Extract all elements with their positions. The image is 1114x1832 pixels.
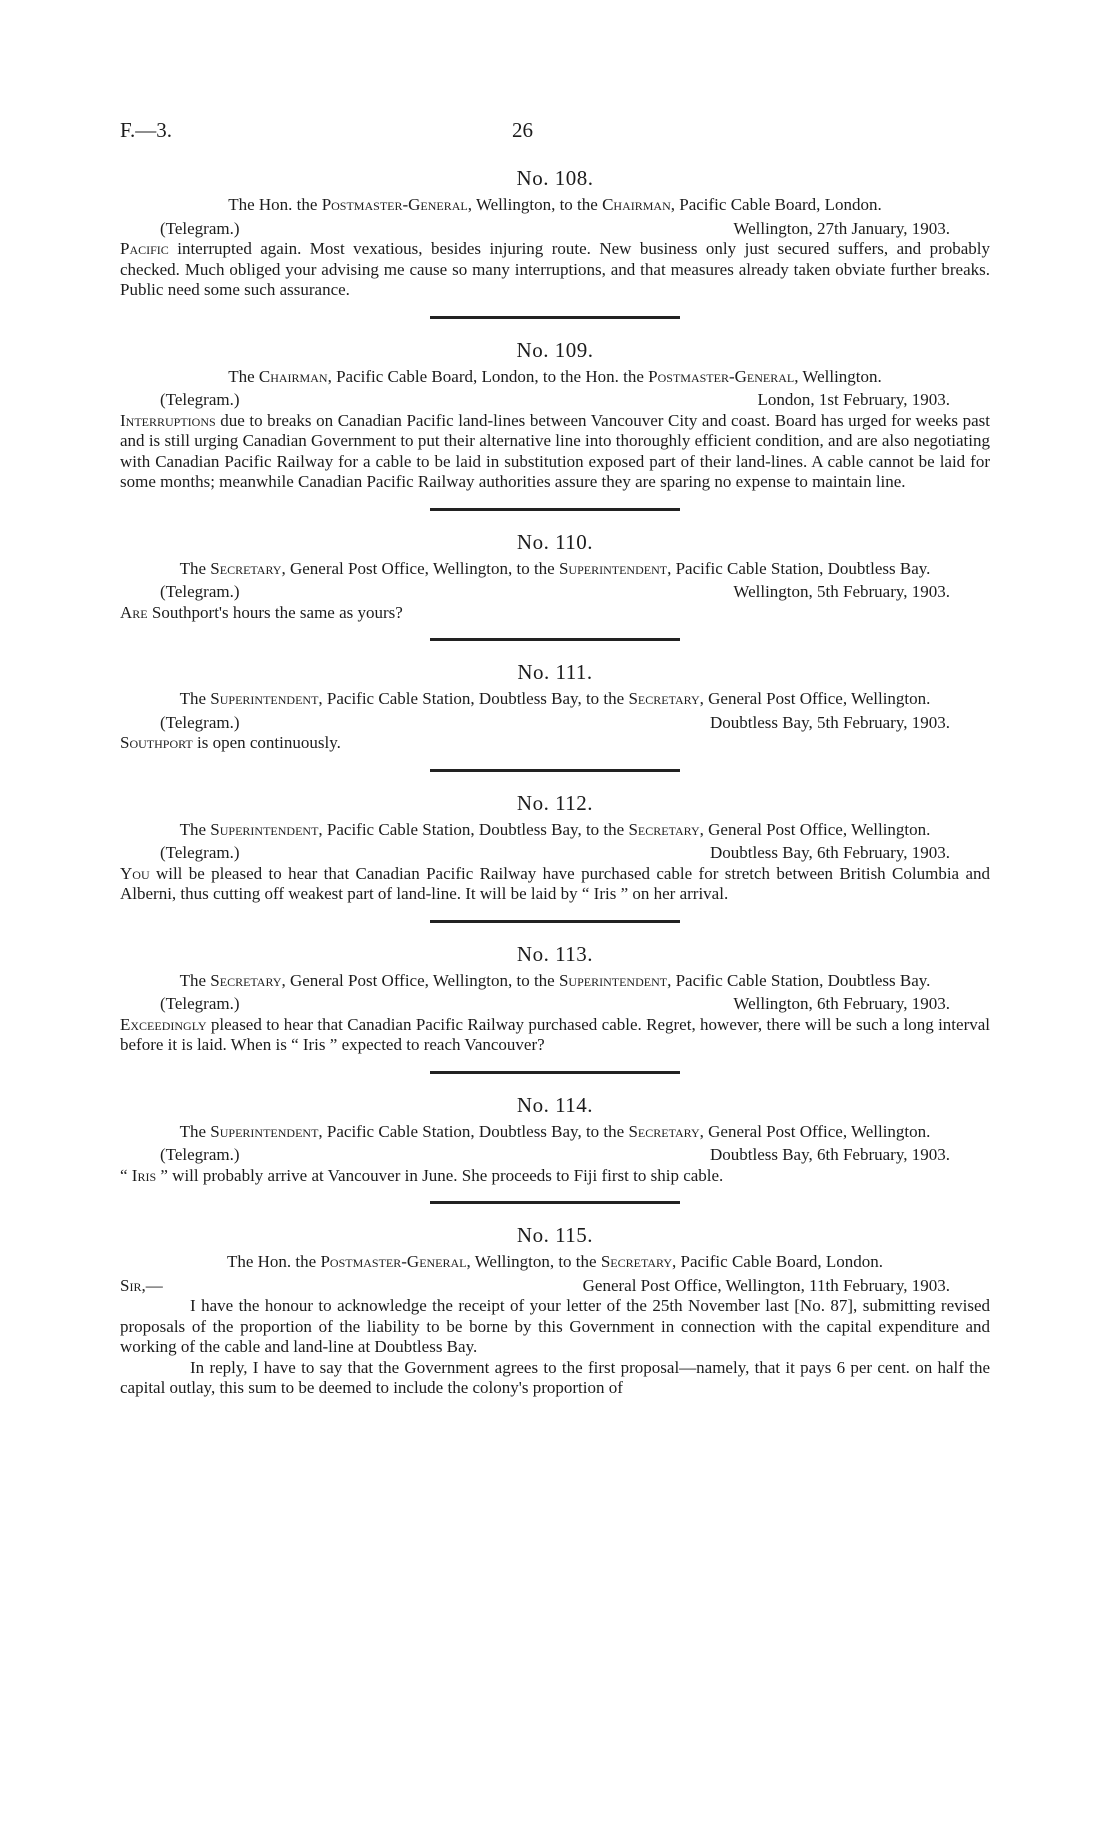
entry-number: No. 113. — [516, 941, 594, 966]
heading-recipient: Secretary — [628, 689, 700, 708]
body-lead-word: Pacific — [120, 239, 169, 258]
heading-text: , Pacific Cable Station, Doubtless Bay. — [667, 970, 931, 990]
entry-medium: (Telegram.) — [160, 994, 240, 1013]
heading-recipient: Secretary — [628, 1121, 700, 1141]
telegram-entry — [120, 659, 990, 754]
body-text: pleased to hear that Canadian Pacific Railway purchased cable. Regret, however, there will be such a long interval before it is laid. When is “ Iris ” expected to reach Vancouver? — [120, 1014, 990, 1054]
telegram-entry — [120, 1092, 990, 1187]
entry-dateline: Wellington, 5th February, 1903. — [733, 582, 950, 601]
heading-text: , Pacific Cable Board, London, to the Hon. the — [327, 366, 649, 386]
heading-text: , Pacific Cable Station, Doubtless Bay. — [667, 558, 931, 578]
letter-salutation: Sir,— — [120, 1275, 163, 1295]
body-text: interrupted again. Most vexatious, besides injuring route. New business only just secured suffers, and probably checked. Much obliged your advising me cause so many interruptions, and that measures already taken obviate further breaks. Public need some such assurance. — [120, 239, 990, 299]
entry-meta — [120, 219, 990, 240]
section-divider — [430, 316, 680, 319]
entry-heading — [120, 367, 990, 388]
telegram-entry — [120, 941, 990, 1056]
heading-text: The — [228, 366, 259, 386]
entry-heading — [120, 195, 990, 216]
heading-text: The — [179, 970, 211, 990]
entry-meta — [120, 582, 990, 603]
entry-medium: (Telegram.) — [160, 712, 240, 732]
heading-text: , General Post Office, Wellington. — [699, 819, 931, 839]
entry-number: No. 111. — [517, 660, 593, 684]
body-text: will be pleased to hear that Canadian Pacific Railway have purchased cable for stretch between British Columbia and Alberni, thus cutting off weakest part of land-line. It will be laid by “ Iris ” on her arrival. — [120, 863, 990, 903]
heading-text: , Pacific Cable Station, Doubtless Bay, to the — [318, 689, 629, 708]
body-lead-word: “ Iris — [120, 1165, 157, 1185]
heading-text: , General Post Office, Wellington, to the — [281, 970, 559, 990]
heading-recipient: Chairman — [602, 195, 671, 214]
entry-body — [120, 603, 990, 624]
entry-body — [120, 239, 990, 301]
entry-meta — [120, 390, 990, 411]
telegram-entry — [120, 165, 990, 301]
entry-meta — [120, 1145, 990, 1166]
entry-dateline: London, 1st February, 1903. — [757, 390, 950, 409]
heading-recipient: Superintendent — [558, 558, 668, 578]
heading-sender: Postmaster-General — [321, 195, 468, 214]
section-divider — [430, 508, 680, 511]
heading-text: The — [179, 1121, 211, 1141]
telegram-entry — [120, 790, 990, 905]
entry-number: No. 114. — [516, 1092, 594, 1117]
heading-sender: Chairman — [258, 366, 328, 386]
heading-text: , Wellington, to the — [466, 1252, 601, 1271]
heading-text: , Wellington, to the — [467, 195, 603, 214]
heading-text: The — [179, 558, 211, 578]
heading-text: , General Post Office, Wellington. — [699, 689, 931, 708]
entry-number: No. 109. — [516, 337, 594, 362]
entry-dateline: Doubtless Bay, 5th February, 1903. — [709, 712, 950, 732]
entry-heading — [120, 689, 990, 710]
entry-medium: (Telegram.) — [160, 843, 240, 862]
heading-text: The — [179, 819, 211, 839]
letter-meta — [120, 1276, 990, 1297]
entry-dateline: Wellington, 6th February, 1903. — [733, 994, 950, 1013]
heading-text: , Wellington. — [794, 366, 882, 386]
entry-heading — [120, 1252, 990, 1273]
entry-body — [120, 411, 990, 493]
body-text: is open continuously. — [192, 733, 341, 752]
heading-recipient: Secretary — [600, 1252, 672, 1271]
entry-dateline: Wellington, 27th January, 1903. — [733, 218, 950, 238]
section-divider — [430, 920, 680, 923]
telegram-entry — [120, 337, 990, 493]
heading-recipient: Postmaster-General — [648, 366, 795, 386]
telegram-entry — [120, 529, 990, 624]
document-body — [120, 165, 990, 1399]
heading-sender: Postmaster-General — [320, 1252, 467, 1271]
page-header — [120, 118, 990, 148]
entry-meta — [120, 843, 990, 864]
section-divider — [430, 1071, 680, 1074]
entry-heading — [120, 820, 990, 841]
section-divider — [430, 638, 680, 641]
body-lead-word: Exceedingly — [120, 1014, 207, 1034]
entry-medium: (Telegram.) — [160, 218, 240, 238]
entry-heading — [120, 971, 990, 992]
body-lead-word: Interruptions — [120, 410, 216, 430]
body-text: ” will probably arrive at Vancouver in June. She proceeds to Fiji first to ship cable. — [156, 1165, 724, 1185]
heading-recipient: Secretary — [628, 819, 700, 839]
heading-text: , Pacific Cable Board, London. — [670, 195, 882, 214]
heading-sender: Secretary — [210, 558, 282, 578]
heading-text: The Hon. the — [226, 1252, 321, 1271]
letter-entry — [120, 1222, 990, 1399]
heading-sender: Superintendent — [210, 819, 319, 839]
entry-dateline: Doubtless Bay, 6th February, 1903. — [709, 843, 950, 862]
heading-sender: Secretary — [210, 970, 282, 990]
heading-sender: Superintendent — [210, 1121, 319, 1141]
body-lead-word: You — [120, 863, 150, 883]
entry-medium: (Telegram.) — [160, 582, 240, 601]
entry-meta — [120, 713, 990, 734]
section-divider — [430, 1201, 680, 1204]
body-lead-word: Southport — [120, 733, 193, 752]
entry-medium: (Telegram.) — [160, 1145, 240, 1164]
entry-meta — [120, 994, 990, 1015]
entry-number: No. 112. — [516, 790, 594, 815]
heading-sender: Superintendent — [210, 689, 319, 708]
entry-medium: (Telegram.) — [160, 390, 240, 409]
page-reference: F.—3. — [120, 118, 172, 142]
entry-body — [120, 864, 990, 905]
entry-heading — [120, 1122, 990, 1143]
letter-dateline: General Post Office, Wellington, 11th February, 1903. — [582, 1275, 950, 1295]
heading-text: , Pacific Cable Board, London. — [672, 1252, 884, 1271]
letter-paragraph: I have the honour to acknowledge the receipt of your letter of the 25th November last [No. 87], submitting revised proposals of the proportion of the liability to be borne by this Government in connection with the capital expenditure and working of the cable and land-line at Doubtless Bay. — [120, 1296, 990, 1356]
heading-text: , General Post Office, Wellington, to the — [281, 558, 559, 578]
heading-text: The Hon. the — [228, 195, 322, 214]
body-text: due to breaks on Canadian Pacific land-lines between Vancouver City and coast. Board has urged for weeks past and is still urging Canadian Government to put their alternative line into thoroughly efficient condition, and are also negotiating with Canadian Pacific Railway for a cable to be laid in substitution exposed part of their land-lines. A cable cannot be laid for some months; meanwhile Canadian Pacific Railway authorities assure they are sparing no expense to maintain line. — [120, 410, 990, 491]
entry-body — [120, 1015, 990, 1056]
heading-text: , Pacific Cable Station, Doubtless Bay, to the — [318, 1121, 629, 1141]
heading-text: , General Post Office, Wellington. — [699, 1121, 931, 1141]
entry-number: No. 115. — [516, 1223, 594, 1247]
heading-text: The — [179, 689, 211, 708]
entry-number: No. 108. — [516, 166, 594, 190]
letter-paragraph: In reply, I have to say that the Government agrees to the first proposal—namely, that it pays 6 per cent. on half the capital outlay, this sum to be deemed to include the colony's proportion of — [120, 1357, 990, 1397]
body-text: Southport's hours the same as yours? — [147, 602, 403, 622]
entry-heading — [120, 559, 990, 580]
entry-body — [120, 1166, 990, 1187]
section-divider — [430, 769, 680, 772]
heading-text: , Pacific Cable Station, Doubtless Bay, to the — [318, 819, 629, 839]
entry-dateline: Doubtless Bay, 6th February, 1903. — [709, 1145, 950, 1164]
entry-number: No. 110. — [516, 529, 594, 554]
entry-body — [120, 733, 990, 754]
body-lead-word: Are — [120, 602, 148, 622]
heading-recipient: Superintendent — [558, 970, 668, 990]
page-number: 26 — [512, 118, 533, 142]
